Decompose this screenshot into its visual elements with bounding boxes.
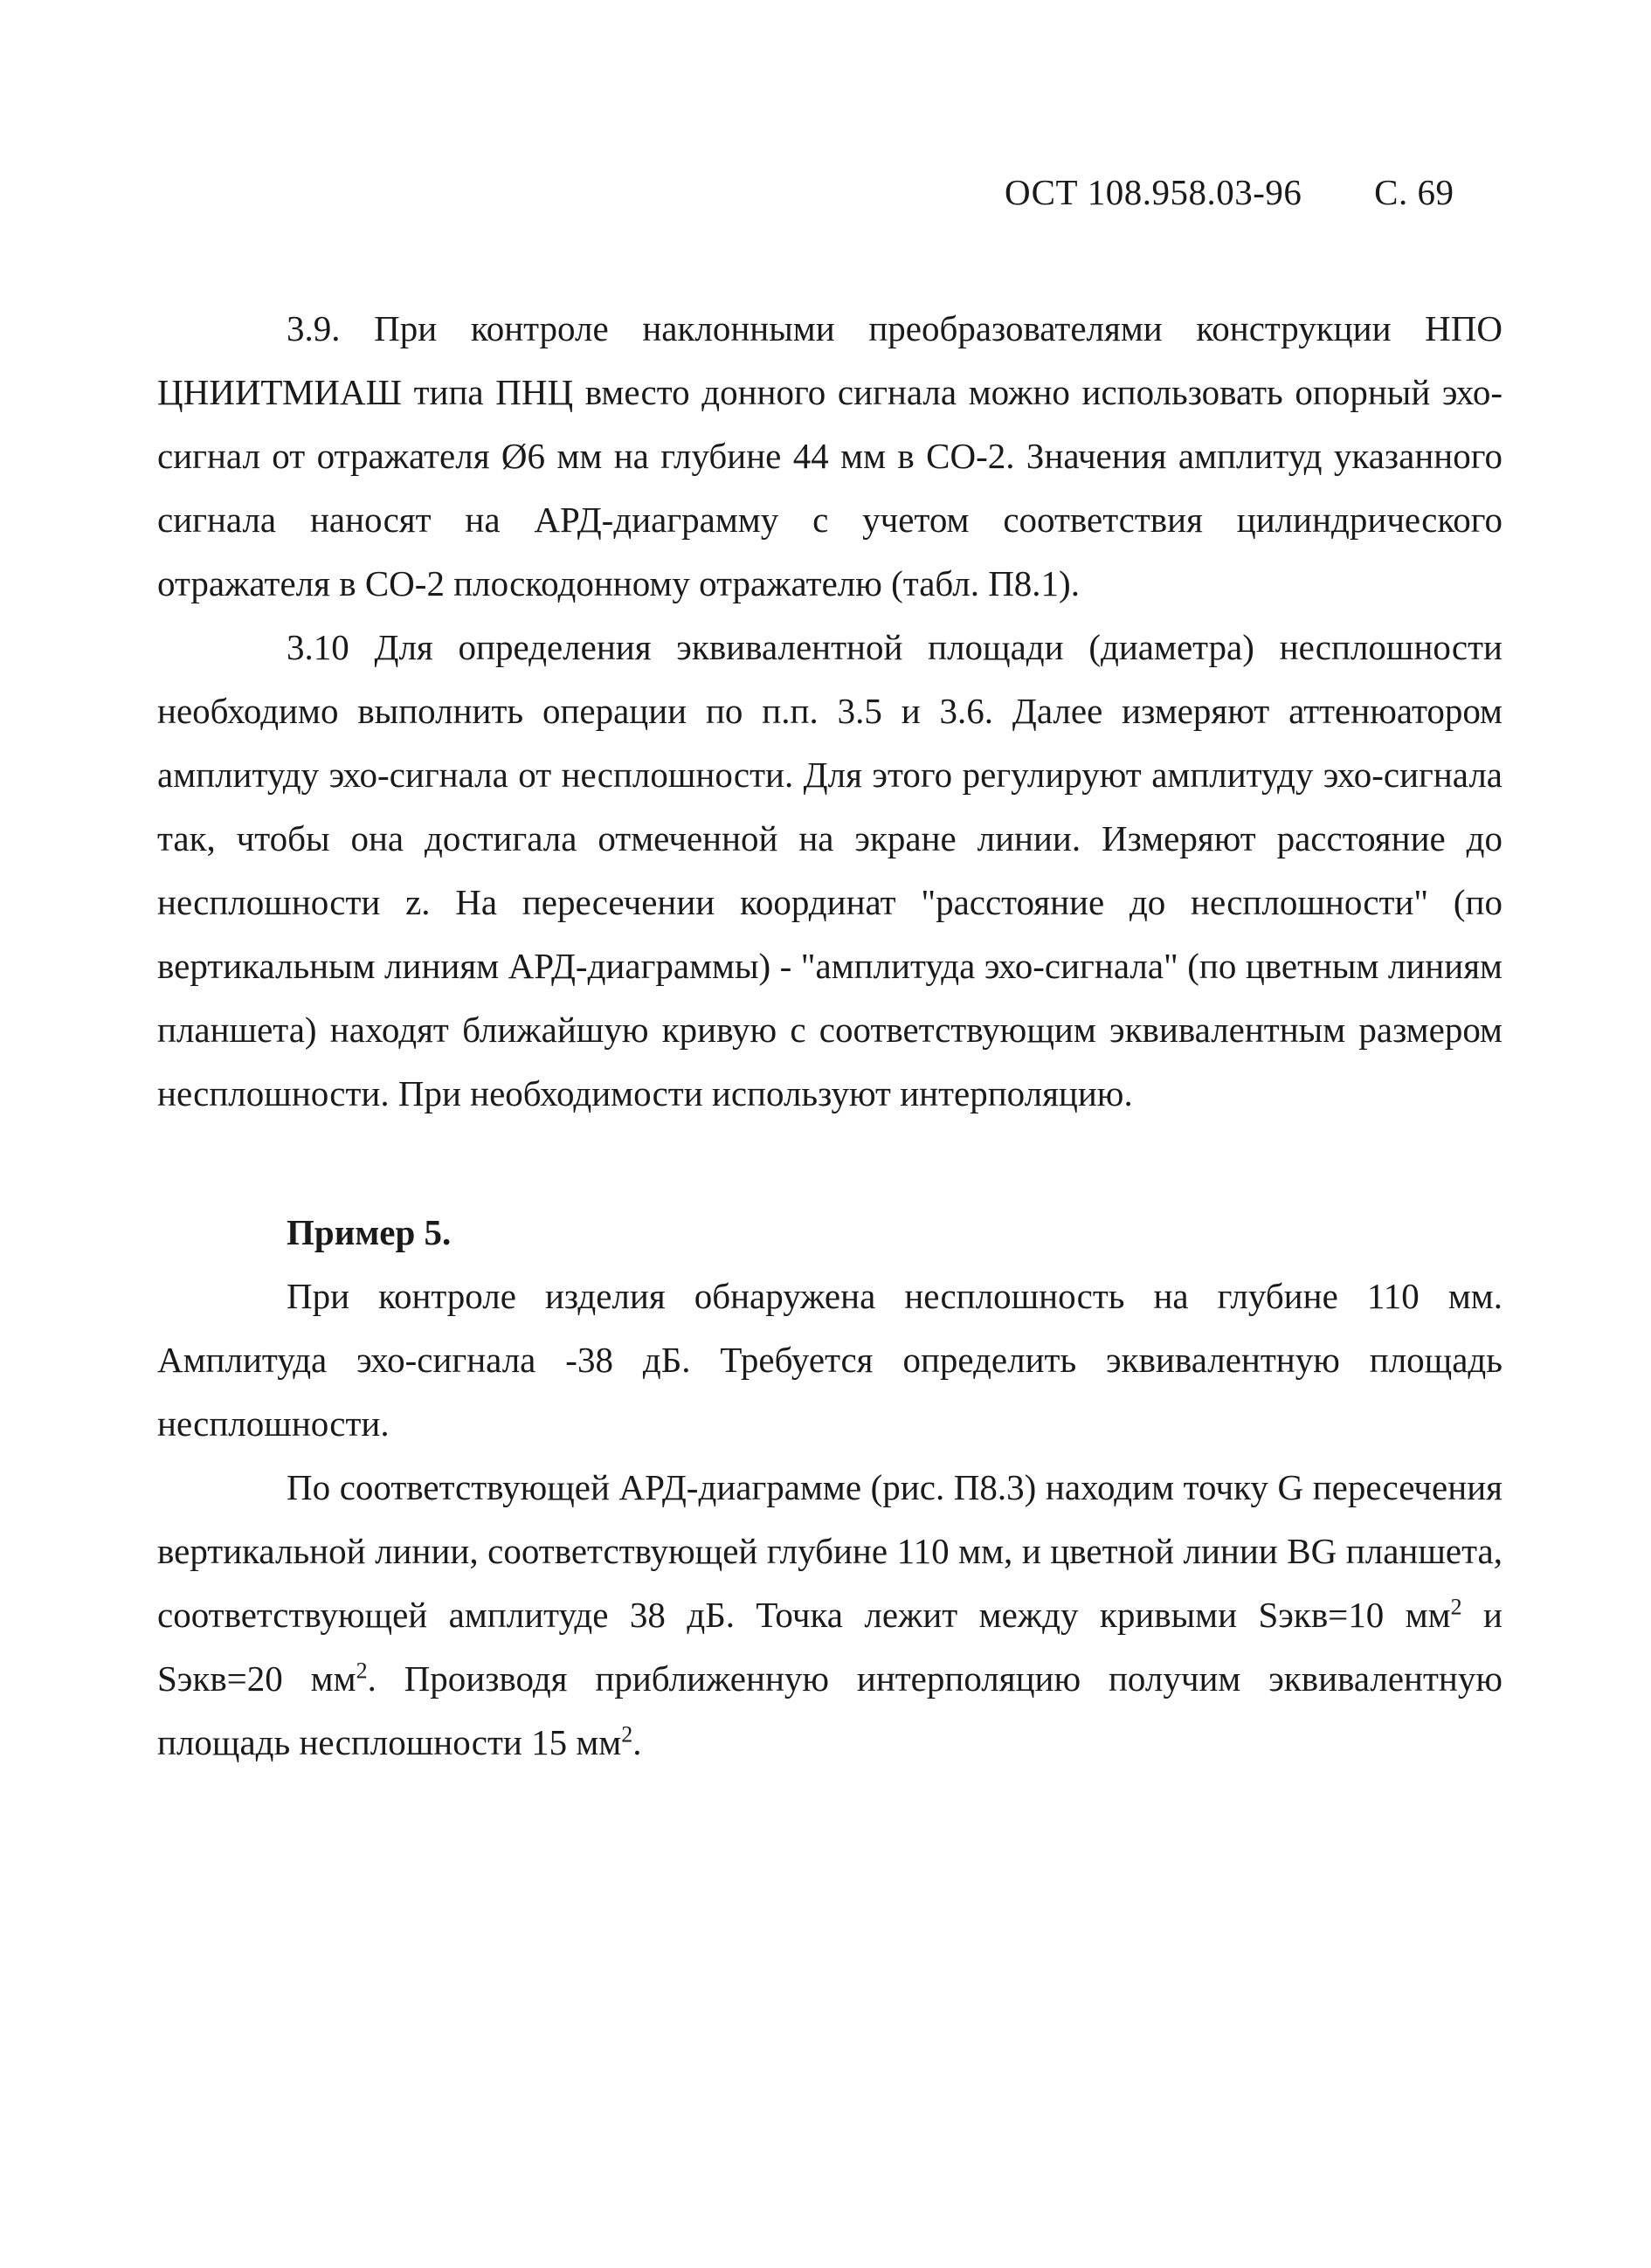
example-paragraph-2-text: . Производя приближенную интерполяцию получим эквивалентную площадь несплошности 15 мм — [157, 1658, 1502, 1762]
example-paragraph-2 — [157, 1456, 1502, 1775]
document-body — [157, 297, 1502, 1775]
example-title: Пример 5. — [287, 1212, 452, 1252]
document-code: ОСТ 108.958.03-96 — [1005, 172, 1302, 212]
page-header — [1005, 171, 1476, 213]
example-paragraph-2-text: По соответствующей АРД-диаграмме (рис. П8.3) находим точку G пересечения вертикальной линии, соответствующей глубине 110 мм, и цветной линии BG планшета, соответствующей амплитуде 38 дБ. Точка лежит между кривыми Sэкв=10 мм — [157, 1467, 1502, 1635]
example-paragraph-1: При контроле изделия обнаружена несплошность на глубине 110 мм. Амплитуда эхо-сигнала -38 дБ. Требуется определить эквивалентную площадь несплошности. — [157, 1276, 1502, 1444]
page-number: С. 69 — [1374, 172, 1454, 212]
superscript-2: 2 — [1450, 1594, 1462, 1620]
paragraph-3-9: 3.9. При контроле наклонными преобразователями конструкции НПО ЦНИИТМИАШ типа ПНЦ вместо донного сигнала можно использовать опорный эхо-сигнал от отражателя Ø6 мм на глубине 44 мм в СО-2. Значения амплитуд указанного сигнала наносят на АРД-диаграмму с учетом соответствия цилиндрического отражателя в СО-2 плоскодонному отражателю (табл. П8.1). — [157, 308, 1502, 603]
example-paragraph-2-text: . — [632, 1722, 642, 1762]
example-paragraph-2-text: и Sэкв=20 мм — [157, 1595, 1502, 1699]
paragraph-3-10: 3.10 Для определения эквивалентной площади (диаметра) несплошности необходимо выполнить операции по п.п. 3.5 и 3.6. Далее измеряют аттенюатором амплитуду эхо-сигнала от несплошности. Для этого регулируют амплитуду эхо-сигнала так, чтобы она достигала отмеченной на экране линии. Измеряют расстояние до несплошности z. На пересечении координат "расстояние до несплошности" (по вертикальным линиям АРД-диаграммы) - "амплитуда эхо-сигнала" (по цветным линиям планшета) находят ближайшую кривую с соответствующим эквивалентным размером несплошности. При необходимости используют интерполяцию. — [157, 627, 1502, 1113]
superscript-2: 2 — [356, 1658, 368, 1684]
superscript-2: 2 — [621, 1721, 633, 1748]
